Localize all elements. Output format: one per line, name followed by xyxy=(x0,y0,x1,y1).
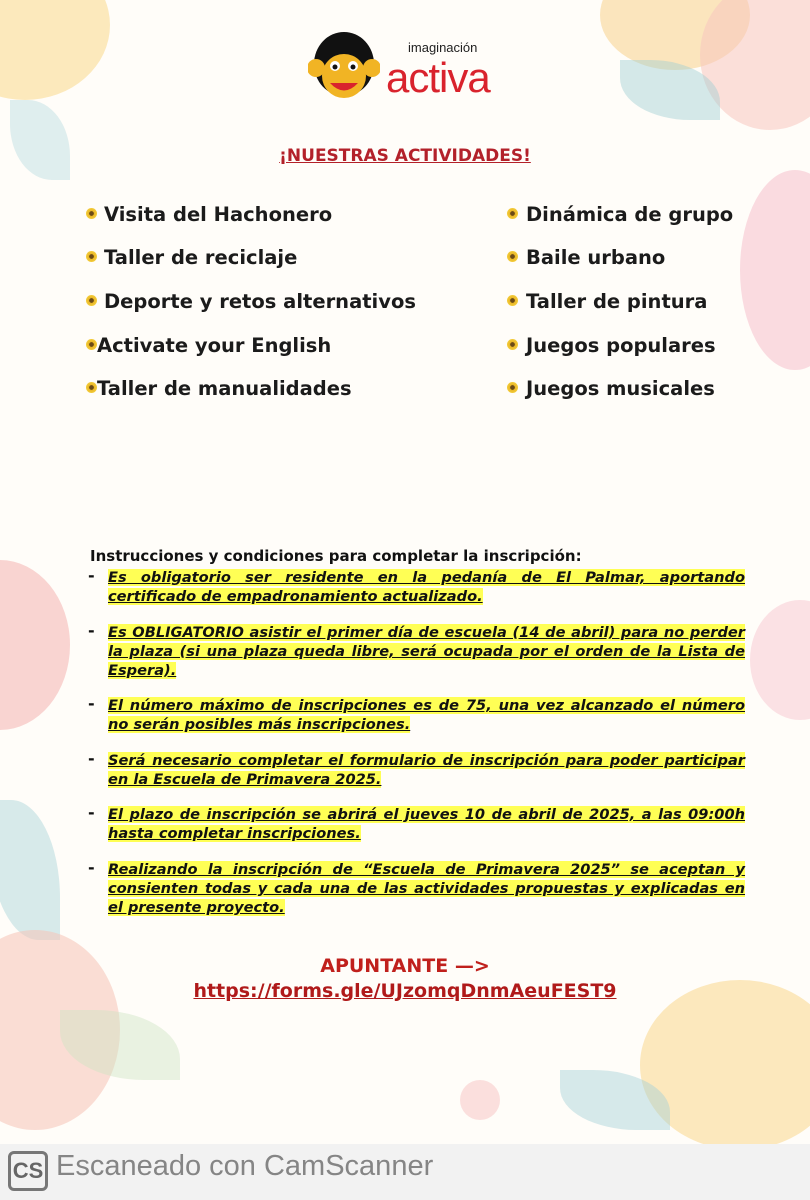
activity-item: Visita del Hachonero xyxy=(104,203,333,226)
logo-subtitle: imaginación xyxy=(408,40,478,55)
activity-item: Activate your English xyxy=(97,334,332,357)
list-dash: - xyxy=(88,566,95,585)
condition-item xyxy=(108,696,745,734)
activity-item: Deporte y retos alternativos xyxy=(104,290,416,313)
logo-title: activa xyxy=(386,54,490,101)
flower-bullet-icon xyxy=(86,382,97,393)
list-dash: - xyxy=(88,621,95,640)
signup-cta: APUNTANTE —> xyxy=(320,955,490,977)
list-dash: - xyxy=(88,749,95,768)
flower-bullet-icon xyxy=(507,251,518,262)
condition-item xyxy=(108,751,745,789)
condition-text: Es OBLIGATORIO asistir el primer día de escuela (14 de abril) para no perder la plaza (si una plaza queda libre, será ocupada por el orden de la Lista de Espera). xyxy=(108,624,745,679)
list-dash: - xyxy=(88,694,95,713)
camscanner-logo-icon: CS xyxy=(8,1151,48,1191)
condition-item xyxy=(108,860,745,917)
flower-bullet-icon xyxy=(507,382,518,393)
flower-bullet-icon xyxy=(507,295,518,306)
imaginacion-activa-logo xyxy=(308,28,508,108)
instructions-heading: Instrucciones y condiciones para completar la inscripción: xyxy=(90,547,582,565)
activity-item: Dinámica de grupo xyxy=(526,203,734,226)
condition-text: Es obligatorio ser residente en la pedanía de El Palmar, aportando certificado de empadronamiento actualizado. xyxy=(108,569,745,605)
flower-bullet-icon xyxy=(86,251,97,262)
condition-text: Será necesario completar el formulario de inscripción para poder participar en la Escuela de Primavera 2025. xyxy=(108,752,745,788)
flower-bullet-icon xyxy=(507,339,518,350)
activity-item: Taller de pintura xyxy=(526,290,708,313)
flower-bullet-icon xyxy=(86,339,97,350)
activity-item: Juegos musicales xyxy=(526,377,715,400)
activity-item: Taller de reciclaje xyxy=(104,246,298,269)
flower-bullet-icon xyxy=(86,295,97,306)
flower-bullet-icon xyxy=(86,208,97,219)
camscanner-watermark-text: Escaneado con CamScanner xyxy=(56,1150,434,1182)
activity-item: Juegos populares xyxy=(526,334,716,357)
condition-text: El plazo de inscripción se abrirá el jueves 10 de abril de 2025, a las 09:00h hasta completar inscripciones. xyxy=(108,806,745,842)
condition-item xyxy=(108,805,745,843)
monkey-icon xyxy=(308,28,380,108)
list-dash: - xyxy=(88,858,95,877)
activities-title: ¡NUESTRAS ACTIVIDADES! xyxy=(279,146,531,166)
flower-bullet-icon xyxy=(507,208,518,219)
condition-text: El número máximo de inscripciones es de 75, una vez alcanzado el número no serán posibles más inscripciones. xyxy=(108,697,745,733)
list-dash: - xyxy=(88,803,95,822)
activity-item: Taller de manualidades xyxy=(97,377,352,400)
condition-text: Realizando la inscripción de “Escuela de Primavera 2025” se aceptan y consienten todas y cada una de las actividades propuestas y explicadas en el presente proyecto. xyxy=(108,861,745,916)
condition-item xyxy=(108,623,745,680)
activity-item: Baile urbano xyxy=(526,246,666,269)
signup-form-link[interactable]: https://forms.gle/UJzomqDnmAeuFEST9 xyxy=(193,980,617,1002)
camscanner-footer xyxy=(0,1144,810,1200)
condition-item xyxy=(108,568,745,606)
